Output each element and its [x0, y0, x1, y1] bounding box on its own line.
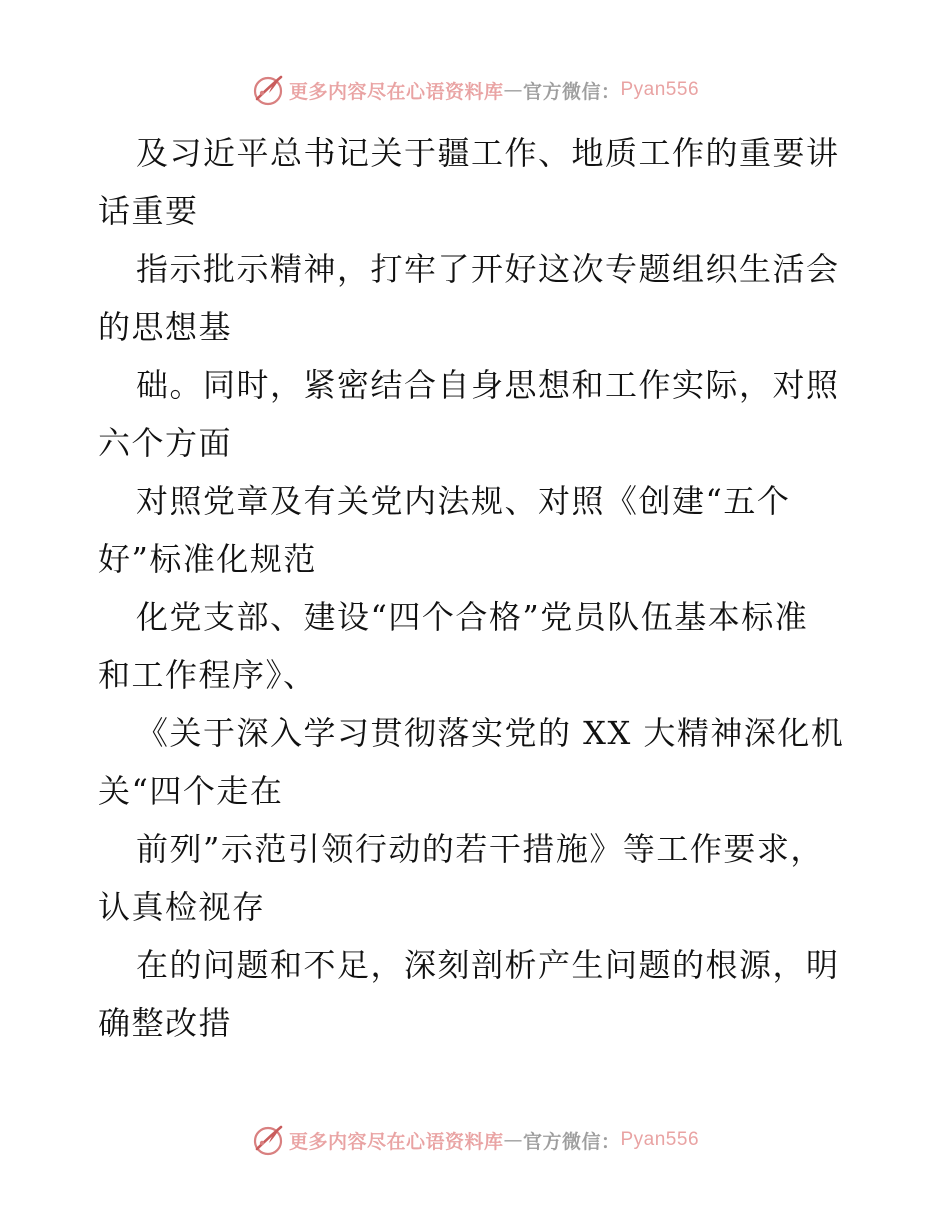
quill-pen-logo-icon [251, 73, 285, 107]
text-line: 础。同时，紧密结合自身思想和工作实际，对照 [136, 366, 840, 404]
body-text [98, 124, 858, 1052]
text-line: 对照党章及有关党内法规、对照《创建“五个 [136, 482, 791, 520]
text-line: 在的问题和不足，深刻剖析产生问题的根源，明 [136, 946, 840, 984]
text-line: 及习近平总书记关于疆工作、地质工作的重要讲 [136, 134, 840, 172]
brand-text: 更多内容尽在心语资料库 [288, 80, 504, 103]
official-wechat-label: 官方微信： [522, 1130, 621, 1153]
text-line: 关“四个走在 [98, 772, 284, 810]
text-line: 六个方面 [98, 424, 233, 462]
text-line: 话重要 [98, 192, 199, 230]
separator-dash: — [503, 1129, 523, 1151]
text-line: 前列”示范引领行动的若干措施》等工作要求， [136, 830, 824, 868]
wechat-id: Pyan556 [620, 79, 700, 100]
footer-watermark [0, 1120, 950, 1160]
text-line: 认真检视存 [98, 888, 266, 926]
text-line: 的思想基 [98, 308, 233, 346]
wechat-id: Pyan556 [620, 1129, 700, 1150]
header-watermark [0, 70, 950, 110]
brand-text: 更多内容尽在心语资料库 [288, 1130, 504, 1153]
official-wechat-label: 官方微信： [522, 80, 621, 103]
separator-dash: — [503, 79, 523, 101]
text-line: 指示批示精神，打牢了开好这次专题组织生活会 [136, 250, 840, 288]
text-line: 《关于深入学习贯彻落实党的 XX 大精神深化机 [136, 714, 845, 752]
text-line: 化党支部、建设“四个合格”党员队伍基本标准 [136, 598, 809, 636]
text-line: 确整改措 [98, 1004, 233, 1042]
quill-pen-logo-icon [251, 1123, 285, 1157]
text-line: 和工作程序》、 [98, 656, 317, 694]
text-line: 好”标准化规范 [98, 540, 317, 578]
